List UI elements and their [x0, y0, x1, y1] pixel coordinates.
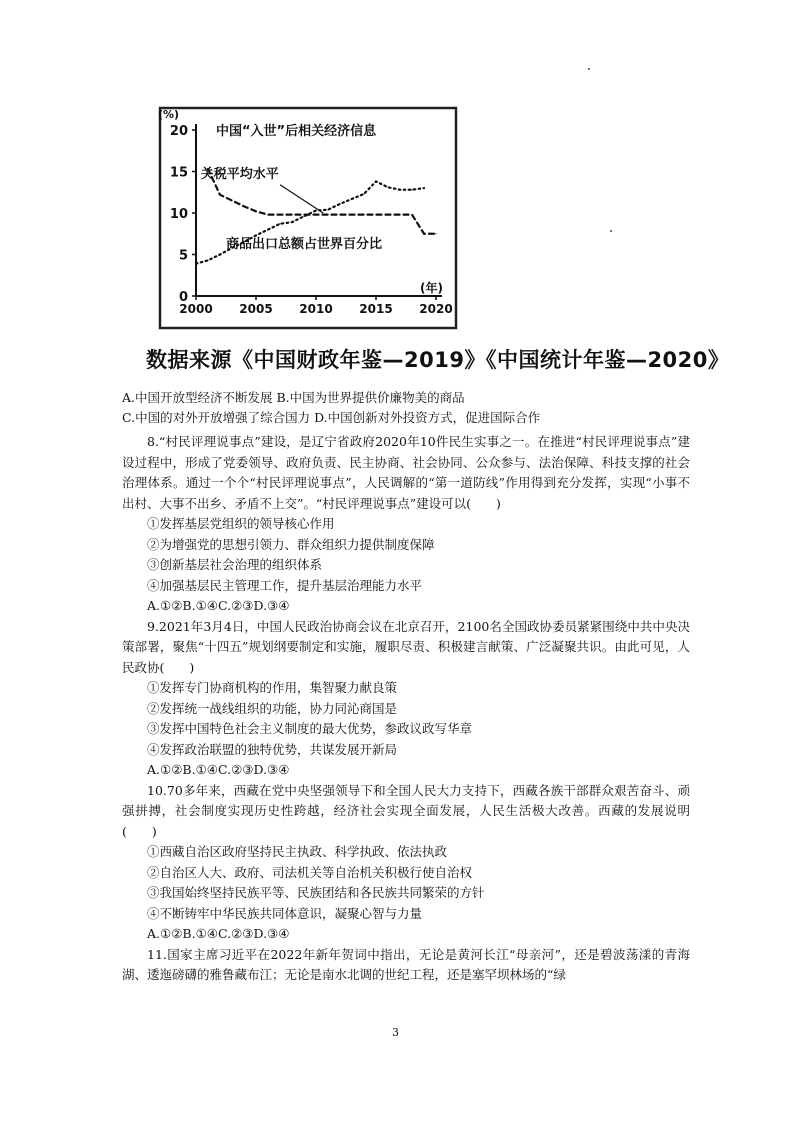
choice-item: ①发挥专门协商机构的作用，集智聚力献良策	[147, 680, 398, 695]
answer-options: A.①②B.①④C.②③D.③④	[147, 926, 290, 941]
economic-info-chart	[150, 100, 460, 332]
data-point	[207, 260, 208, 261]
data-point	[363, 214, 364, 215]
scan-speck	[588, 68, 590, 70]
data-point	[411, 214, 412, 215]
data-point	[375, 181, 376, 182]
data-point	[399, 189, 400, 190]
data-point	[255, 235, 256, 236]
choice-item: ①西藏自治区政府坚持民主执政、科学执政、依法执政	[147, 844, 448, 859]
data-point	[351, 214, 352, 215]
question-9	[122, 617, 690, 781]
data-point	[399, 214, 400, 215]
data-point	[267, 214, 268, 215]
choice-item: ④发挥政治联盟的独特优势，共谋发展开新局	[147, 741, 398, 757]
y-tick-label: 10	[169, 207, 188, 222]
data-point	[327, 209, 328, 210]
q7-option-line-2: C.中国的对外开放增强了综合国力 D.中国创新对外投资方式，促进国际合作	[122, 410, 541, 425]
question-stem: 10.70多年来，西藏在党中央坚强领导下和全国人民大力支持下，西藏各族干部群众艰苦奋斗、顽强拼搏，社会制度实现历史性跨越，经济社会实现全面发展，人民生活极大改善。西藏的发展说明( )	[122, 782, 690, 839]
x-tick-label: 2005	[239, 302, 273, 316]
choice-item: ②自治区人大、政府、司法机关等自治机关积极行使自治权	[147, 864, 473, 880]
chart-title: 中国“入世”后相关经济信息	[216, 124, 377, 139]
series-label-export: 商品出口总额占世界百分比	[226, 236, 383, 252]
y-unit-label: (%)	[158, 108, 180, 121]
data-point	[351, 198, 352, 199]
choice-item: ②为增强党的思想引领力、群众组织力提供制度保障	[147, 536, 435, 552]
x-tick-label: 2020	[419, 302, 453, 316]
question-10	[122, 781, 690, 945]
q7-options	[122, 388, 682, 428]
data-point	[255, 211, 256, 212]
data-point	[267, 229, 268, 230]
data-point	[279, 223, 280, 224]
data-point	[423, 188, 424, 189]
choice-item: ④加强基层民主管理工作，提升基层治理能力水平	[147, 577, 423, 593]
question-11	[122, 945, 690, 986]
choice-item: ③我国始终坚持民族平等、民族团结和各民族共同繁荣的方针	[147, 885, 485, 900]
data-point	[243, 206, 244, 207]
data-point	[291, 222, 292, 223]
choice-item: ③创新基层社会治理的组织体系	[147, 557, 323, 572]
x-tick-label: 2000	[179, 302, 213, 316]
choice-item: ④不断铸牢中华民族共同体意识，凝聚心智与力量	[147, 905, 423, 921]
y-tick-label: 5	[178, 248, 188, 264]
data-point	[387, 214, 388, 215]
y-tick-label: 20	[169, 124, 188, 139]
data-source-caption: 数据来源《中国财政年鉴—2019》《中国统计年鉴—2020》	[146, 348, 730, 372]
data-point	[375, 214, 376, 215]
data-point	[219, 254, 220, 255]
data-point	[411, 189, 412, 190]
data-point	[315, 210, 316, 211]
series-label-pointer	[280, 185, 323, 213]
series-label-tariff: 关税平均水平	[200, 167, 279, 183]
question-stem: 8.“村民评理说事点”建设，是辽宁省政府2020年10件民生实事之一。在推进“村民评理说事点”建设过程中，形成了党委领导、政府负责、民主协商、社会协同、公众参与、法治保障、科技支撑的社会治理体系。通过一个个“村民评理说事点”，人民调解的“第一道防线”作用得到充分发挥，实现“小事不出村、大事不出乡、矛盾不上交”。“村民评理说事点”建设可以( )	[122, 434, 690, 511]
data-point	[423, 233, 424, 234]
data-point	[195, 263, 196, 264]
scan-speck	[610, 230, 612, 232]
choice-item: ③发挥中国特色社会主义制度的最大优势，参政议政写华章	[147, 721, 473, 736]
answer-options: A.①②B.①④C.②③D.③④	[147, 598, 290, 613]
data-point	[435, 233, 436, 234]
y-tick-label: 15	[169, 165, 188, 181]
data-point	[291, 214, 292, 215]
data-point	[387, 187, 388, 188]
choice-item: ①发挥基层党组织的领导核心作用	[147, 516, 335, 531]
question-8	[122, 432, 690, 617]
data-point	[231, 200, 232, 201]
question-stem: 9.2021年3月4日，中国人民政治协商会议在北京召开，2100名全国政协委员紧紧围绕中共中央决策部署，聚焦“十四五”规划纲要制定和实施，履职尽责、积极建言献策、广泛凝聚共识。由此可见，人民政协( )	[122, 618, 690, 675]
x-unit-label: (年)	[420, 281, 443, 295]
question-list	[122, 432, 690, 986]
choice-item: ②发挥统一战线组织的功能，协力同沁商国是	[147, 700, 398, 716]
q7-option-line-1: A.中国开放型经济不断发展 B.中国为世界提供价廉物美的商品	[122, 390, 465, 405]
y-tick-label: 0	[178, 290, 188, 305]
data-point	[303, 216, 304, 217]
data-point	[279, 214, 280, 215]
question-stem: 11.国家主席习近平在2022年新年贺词中指出，无论是黄河长江“母亲河”，还是碧波荡漾的青海湖、逶迤磅礴的雅鲁藏布江；无论是南水北调的世纪工程，还是塞罕坝林场的“绿	[122, 946, 690, 982]
data-point	[339, 214, 340, 215]
data-point	[315, 214, 316, 215]
data-point	[219, 194, 220, 195]
data-point	[327, 214, 328, 215]
page-number: 3	[392, 1026, 399, 1039]
chart-svg	[150, 100, 460, 332]
x-tick-label: 2010	[299, 302, 333, 316]
data-point	[339, 203, 340, 204]
answer-options: A.①②B.①④C.②③D.③④	[147, 762, 290, 777]
x-tick-label: 2015	[359, 302, 393, 316]
data-point	[363, 193, 364, 194]
